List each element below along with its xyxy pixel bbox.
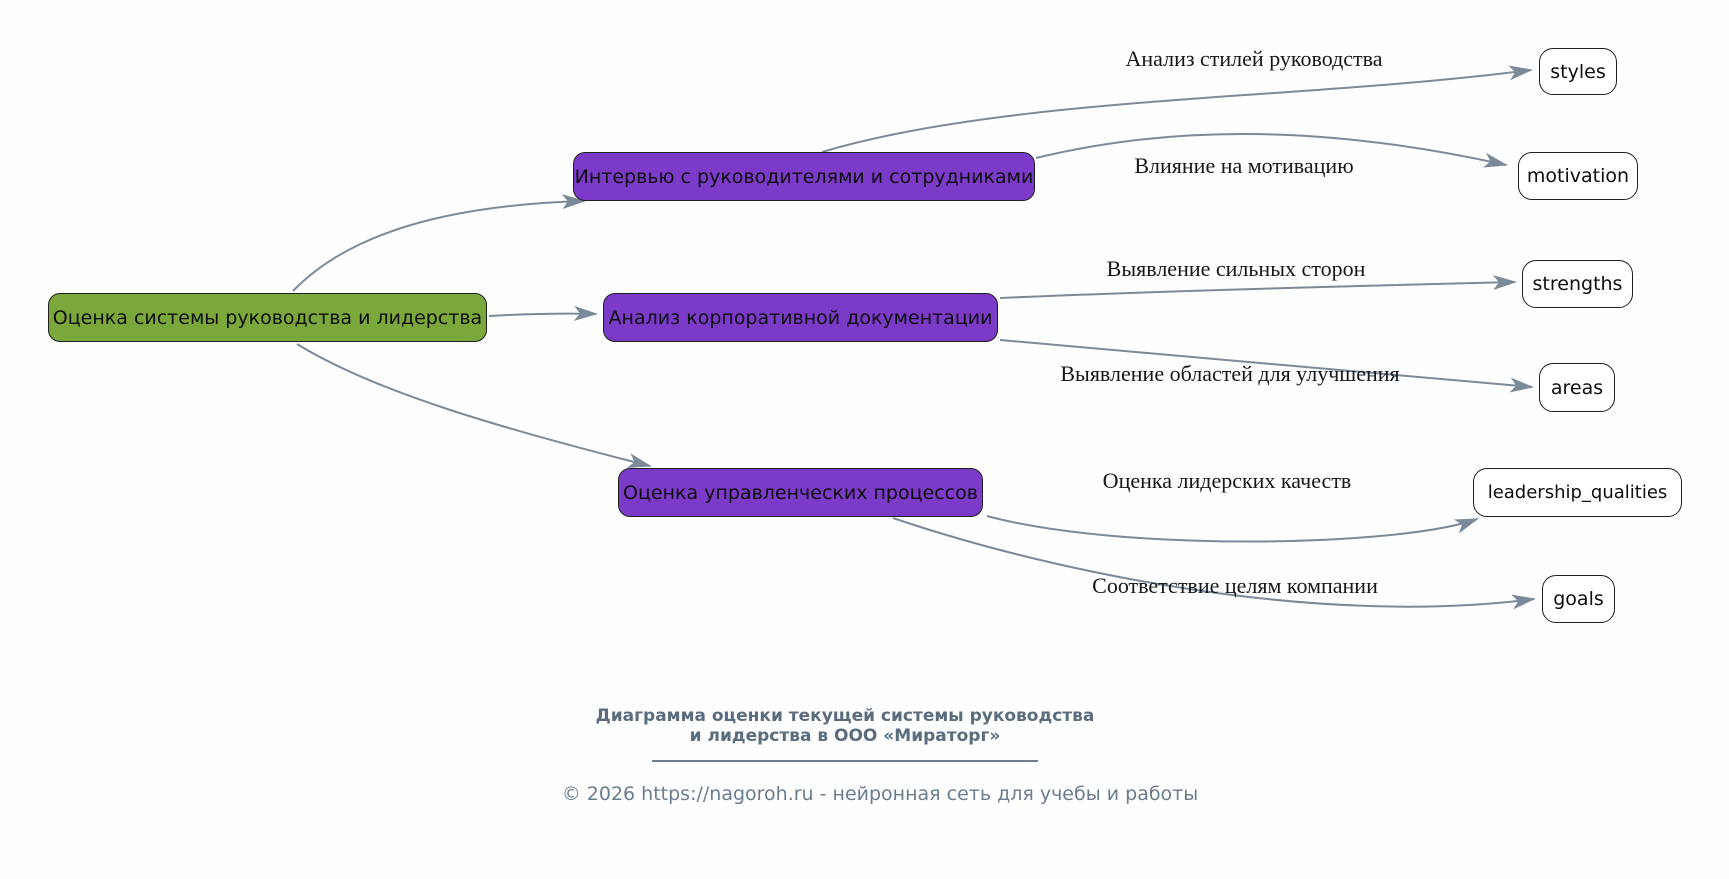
edge-label-company-goals: Соответствие целям компании xyxy=(1092,573,1378,598)
edge-label-motivation-influence: Влияние на мотивацию xyxy=(1134,153,1354,178)
diagram-caption xyxy=(596,706,1095,746)
edge-root-to-documentation xyxy=(489,314,596,316)
branch-node-interviews: Интервью с руководителями и сотрудниками xyxy=(573,152,1035,201)
edge-label-styles-analysis: Анализ стилей руководства xyxy=(1125,46,1383,71)
leaf-node-strengths: strengths xyxy=(1522,260,1633,308)
edge-label-leadership-assessment: Оценка лидерских качеств xyxy=(1102,468,1352,493)
edge-documentation-to-strengths xyxy=(1000,282,1515,298)
leaf-node-areas: areas xyxy=(1539,363,1615,412)
edge-root-to-processes xyxy=(297,344,650,466)
leaf-node-leadership-qualities: leadership_qualities xyxy=(1473,468,1682,517)
edge-label-improvement-areas: Выявление областей для улучшения xyxy=(1060,361,1400,386)
caption-line-2: и лидерства в ООО «Мираторг» xyxy=(689,726,1001,746)
edge-label-strengths-identification: Выявление сильных сторон xyxy=(1106,256,1366,281)
caption-divider xyxy=(652,760,1038,762)
branch-node-documentation: Анализ корпоративной документации xyxy=(603,293,998,342)
root-node: Оценка системы руководства и лидерства xyxy=(48,293,487,342)
branch-node-processes: Оценка управленческих процессов xyxy=(618,468,983,517)
leaf-node-styles: styles xyxy=(1539,48,1617,95)
caption-line-1: Диаграмма оценки текущей системы руководства xyxy=(595,706,1095,726)
edge-root-to-interviews xyxy=(293,201,584,291)
edge-processes-to-leadership xyxy=(987,516,1477,542)
edge-interviews-to-styles xyxy=(822,70,1531,152)
leaf-node-goals: goals xyxy=(1542,575,1615,623)
leaf-node-motivation: motivation xyxy=(1518,152,1638,200)
copyright-text: © 2026 https://nagoroh.ru - нейронная сеть для учебы и работы xyxy=(561,783,1199,805)
